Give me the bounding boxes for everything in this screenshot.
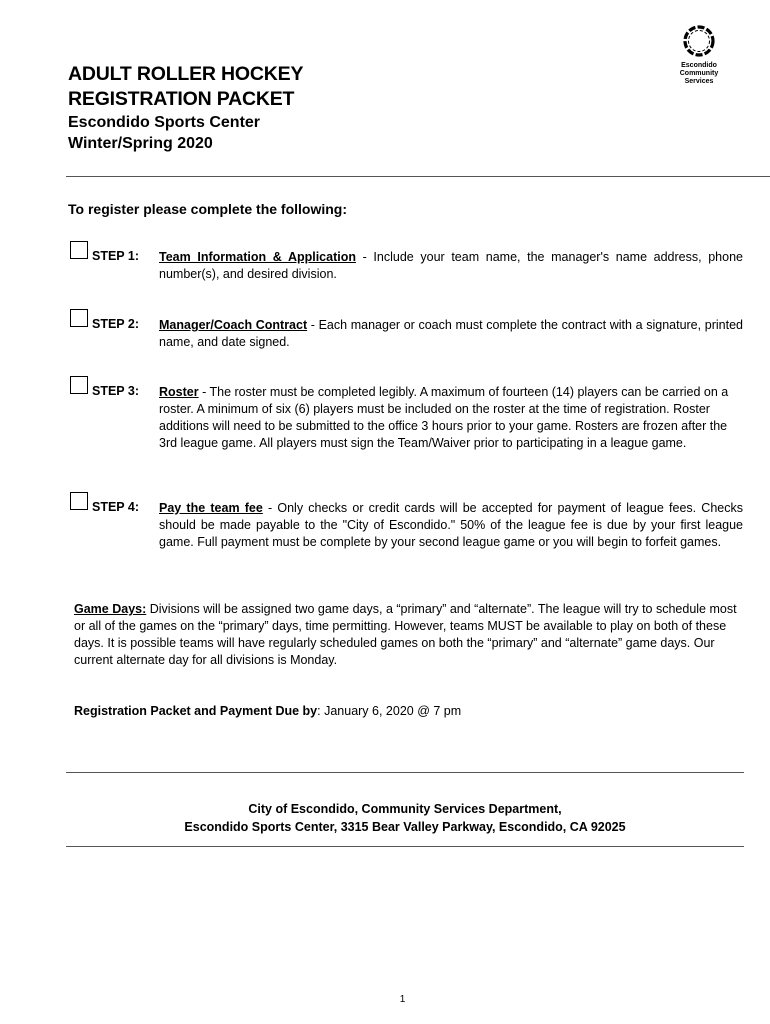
title-line: ADULT ROLLER HOCKEY (68, 63, 304, 85)
step-4-checkbox[interactable] (70, 492, 88, 510)
step-label: STEP 2: (92, 317, 140, 331)
step-3-checkbox[interactable] (70, 376, 88, 394)
logo-line: Services (684, 78, 714, 85)
logo-line: Community (679, 70, 719, 77)
step-text: - Include your team name, the manager's name address, phone number(s), and desired division. (159, 250, 743, 281)
step-link: Pay the team fee (159, 501, 263, 515)
step-link: Team Information & Application (159, 250, 356, 264)
footer-divider-bottom (66, 846, 744, 847)
page-subtitle (68, 112, 260, 154)
step-text: - Each manager or coach must complete the contract with a signature, printed name, and date signed. (159, 318, 743, 349)
step-text: - The roster must be completed legibly. A maximum of fourteen (14) players can be carried on a roster. A minimum of six (6) players must be included on the roster at the time of registration. Roster additions will need to be submitted to the office 3 hours prior to your game. Rosters are frozen after the 3rd league game. All players must sign the Team/Waiver prior to participating in a league game. (159, 385, 729, 450)
step-2-checkbox[interactable] (70, 309, 88, 327)
footer-line: City of Escondido, Community Services Department, (248, 802, 562, 816)
step-link: Manager/Coach Contract (159, 318, 308, 332)
intro-text: To register please complete the following: (68, 201, 348, 217)
game-days-heading: Game Days: (74, 602, 147, 616)
logo-text (667, 62, 731, 86)
step-description (159, 317, 743, 351)
game-days-text: Divisions will be assigned two game days, a “primary” and “alternate”. The league will try to schedule most or all of the games on the “primary” days, time permitting. However, teams MUST be available to play on both of these days. It is possible teams will have regularly scheduled games on both the “primary” and “alternate” game days. Our current alternate day for all divisions is Monday. (74, 602, 737, 667)
step-description (159, 384, 743, 452)
game-days-paragraph (74, 601, 746, 669)
page-title (68, 62, 303, 112)
step-description (159, 500, 743, 551)
logo-line: Escondido (681, 62, 717, 69)
step-label: STEP 3: (92, 384, 140, 398)
escondido-ring-logo-icon (680, 22, 718, 60)
footer-line: Escondido Sports Center, 3315 Bear Valley Parkway, Escondido, CA 92025 (184, 820, 626, 834)
due-value: : January 6, 2020 @ 7 pm (317, 704, 462, 718)
footer-address (66, 800, 744, 836)
subtitle-line: Escondido Sports Center (68, 114, 261, 131)
footer-divider-top (66, 772, 744, 773)
step-label: STEP 4: (92, 500, 140, 514)
subtitle-line: Winter/Spring 2020 (68, 135, 213, 152)
escondido-logo (667, 22, 731, 86)
header-divider (66, 176, 770, 177)
step-description (159, 249, 743, 283)
step-text: - Only checks or credit cards will be accepted for payment of league fees. Checks should be made payable to the "City of Escondido." 50% of the league fee is due by your first league game. Full payment must be complete by your second league game or you will begin to forfeit games. (159, 501, 743, 549)
step-1-checkbox[interactable] (70, 241, 88, 259)
due-date (74, 703, 461, 720)
step-label: STEP 1: (92, 249, 140, 263)
title-line: REGISTRATION PACKET (68, 88, 295, 110)
page-number: 1 (399, 994, 406, 1005)
step-link: Roster (159, 385, 199, 399)
due-label: Registration Packet and Payment Due by (74, 704, 318, 718)
